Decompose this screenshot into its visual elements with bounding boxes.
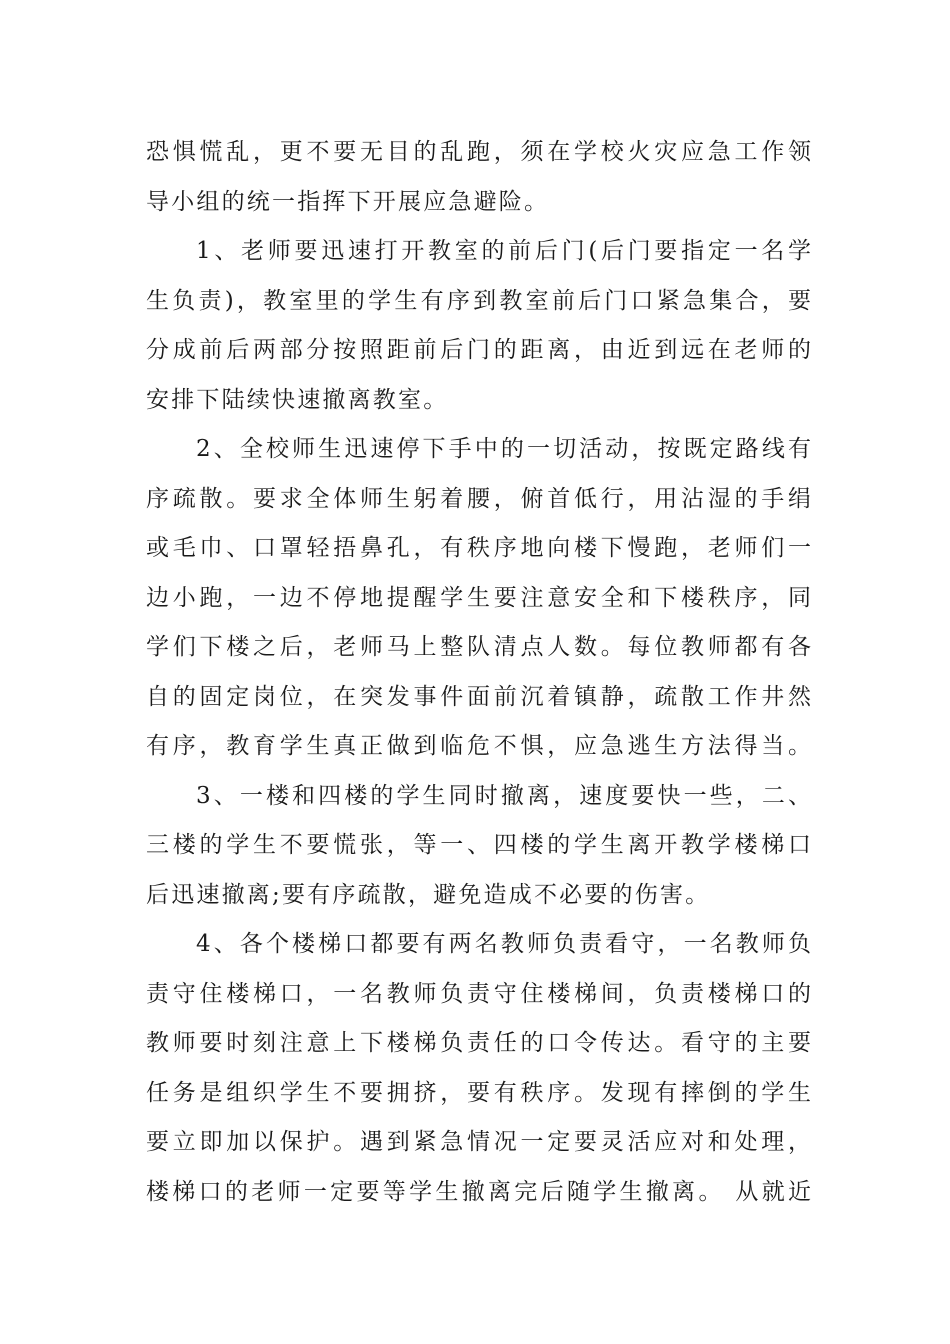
text-line: 安排下陆续快速撤离教室。 — [146, 386, 449, 413]
text-line: 自的固定岗位，在突发事件面前沉着镇静，疏散工作井然 — [146, 683, 811, 710]
text-line: 任务是组织学生不要拥挤，要有秩序。发现有摔倒的学生 — [146, 1079, 811, 1106]
text-line: 要立即加以保护。遇到紧急情况一定要灵活应对和处理， — [146, 1129, 811, 1155]
text-line: 序疏散。要求全体师生躬着腰，俯首低行，用沾湿的手绢 — [146, 485, 811, 512]
text-line: 1、老师要迅速打开教室的前后门(后门要指定一名学 — [196, 238, 811, 264]
text-line: 责守住楼梯口，一名教师负责守住楼梯间，负责楼梯口的 — [146, 980, 811, 1007]
text-line: 边小跑，一边不停地提醒学生要注意安全和下楼秩序，同 — [146, 584, 811, 611]
text-line: 三楼的学生不要慌张，等一、四楼的学生离开教学楼梯口 — [146, 832, 811, 858]
text-line: 有序，教育学生真正做到临危不惧，应急逃生方法得当。 — [146, 733, 811, 759]
document-page — [146, 128, 811, 1217]
text-line: 2、全校师生迅速停下手中的一切活动，按既定路线有 — [196, 436, 811, 462]
text-line: 3、一楼和四楼的学生同时撤离，速度要快一些，二、 — [196, 782, 811, 809]
text-line: 楼梯口的老师一定要等学生撤离完后随学生撤离。 从就近 — [146, 1178, 811, 1205]
text-line: 分成前后两部分按照距前后门的距离，由近到远在老师的 — [146, 337, 811, 363]
text-line: 或毛巾、口罩轻捂鼻孔，有秩序地向楼下慢跑，老师们一 — [146, 535, 811, 561]
text-line: 后迅速撤离;要有序疏散，避免造成不必要的伤害。 — [146, 881, 711, 908]
text-line: 恐惧慌乱，更不要无目的乱跑，须在学校火灾应急工作领 — [146, 139, 811, 165]
text-line: 教师要时刻注意上下楼梯负责任的口令传达。看守的主要 — [146, 1030, 811, 1056]
text-line: 4、各个楼梯口都要有两名教师负责看守，一名教师负 — [196, 931, 811, 957]
text-line: 导小组的统一指挥下开展应急避险。 — [146, 188, 550, 215]
text-line: 生负责)，教室里的学生有序到教室前后门口紧急集合，要 — [146, 287, 811, 314]
text-line: 学们下楼之后，老师马上整队清点人数。每位教师都有各 — [146, 634, 811, 660]
